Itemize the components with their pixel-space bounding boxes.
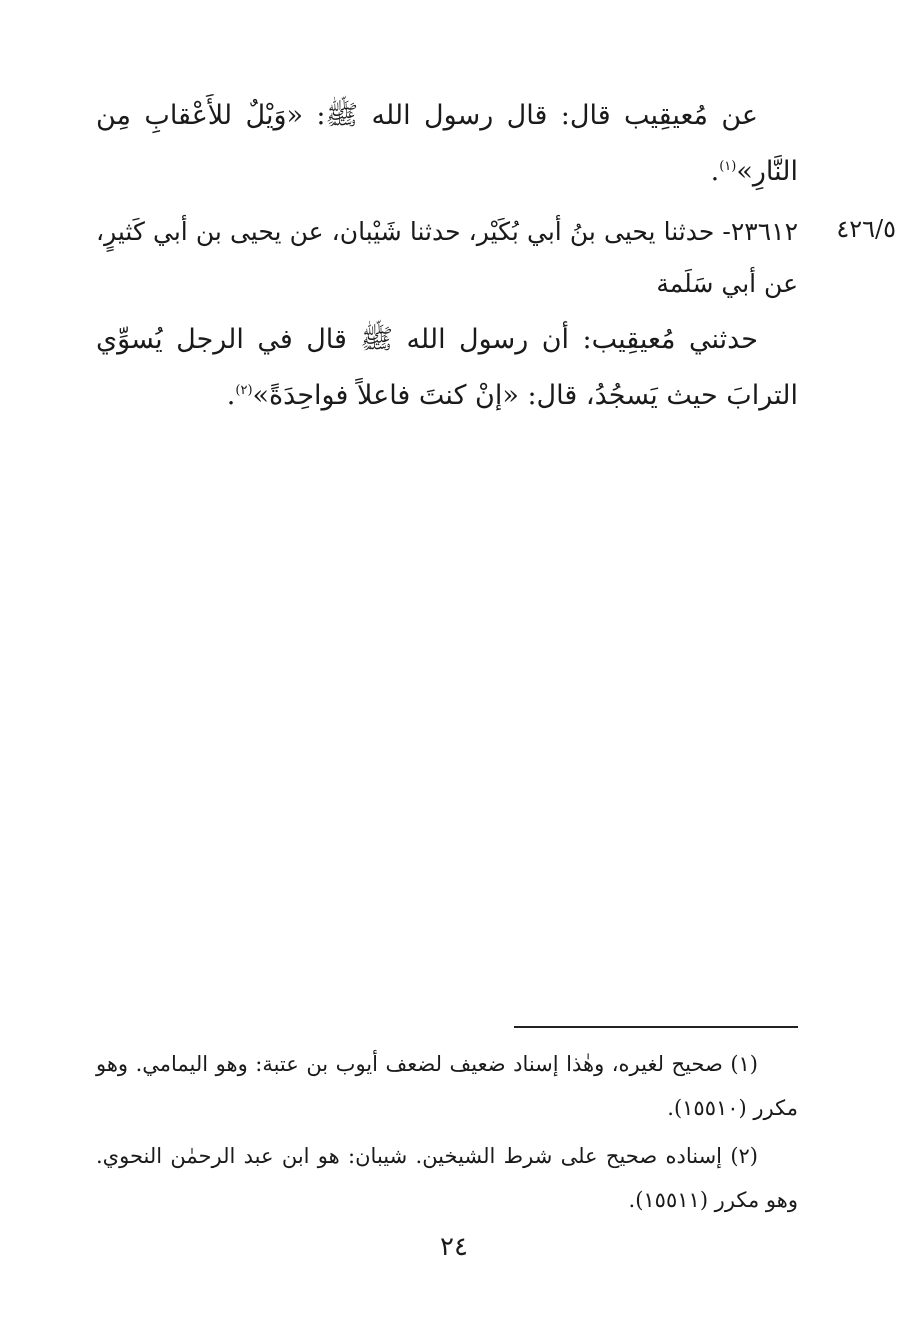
footnote-divider [514,1026,798,1028]
paragraph-1-text: عن مُعيقِيب قال: قال رسول الله ﷺ: «وَيْلٌ للأَعْقابِ مِن النَّارِ» [96,100,798,187]
page-number: ٢٤ [440,1232,468,1262]
hadith-text-1 [96,88,798,200]
paragraph-3-end: . [226,380,236,411]
footnotes-section [96,1042,798,1226]
hadith-isnad-2 [96,206,798,310]
footnote-marker-1[interactable]: (١) [719,159,737,174]
paragraph-3 [96,312,798,424]
footnote-2: (٢) إسناده صحيح على شرط الشيخين. شيبان: هو ابن عبد الرحمٰن النحوي. وهو مكرر (١٥٥١١). [96,1144,798,1212]
paragraph-1 [96,88,798,200]
margin-reference: ٤٢٦/٥ [836,215,896,243]
paragraph-2-text: ٢٣٦١٢- حدثنا يحيى بنُ أبي بُكَيْر، حدثنا شَيْبان، عن يحيى بن أبي كَثيرٍ، عن أبي سَلَمة [96,217,798,298]
hadith-text-2 [96,312,798,424]
paragraph-1-end: . [710,156,720,187]
footnote-marker-2[interactable]: (٢) [235,383,253,398]
footnote-1: (١) صحيح لغيره، وهٰذا إسناد ضعيف لضعف أيوب بن عتبة: وهو اليمامي. وهو مكرر (١٥٥١٠). [96,1052,798,1120]
paragraph-2 [96,206,798,310]
paragraph-3-text: حدثني مُعيقِيب: أن رسول الله ﷺ قال في الرجل يُسوِّي الترابَ حيث يَسجُدُ، قال: «إنْ كنتَ فاعلاً فواحِدَةً» [96,324,798,411]
